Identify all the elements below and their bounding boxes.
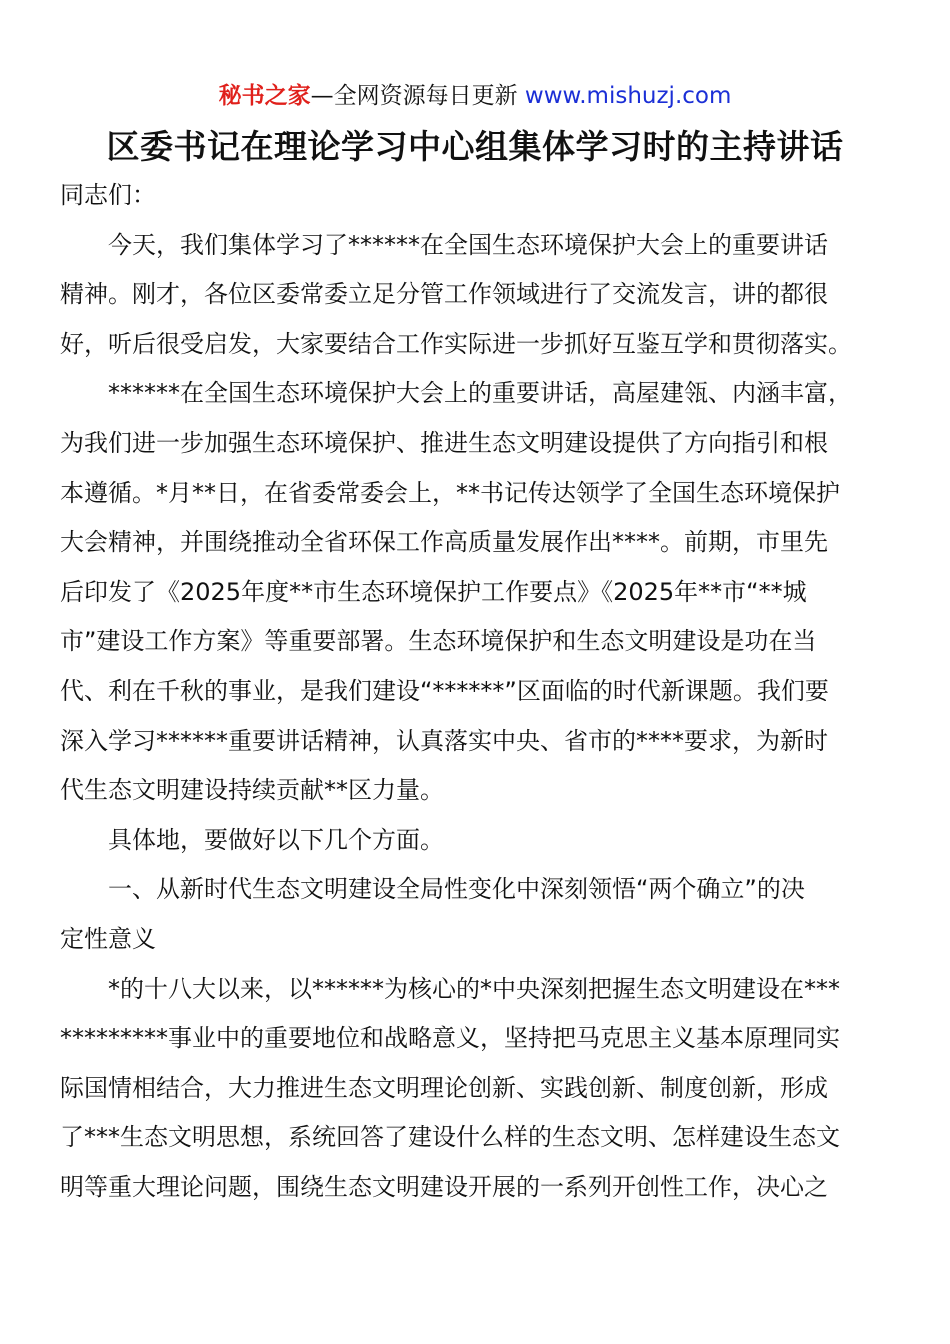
text-line: 今天，我们集体学习了******在全国生态环境保护大会上的重要讲话	[60, 230, 828, 259]
text-line: 本遵循。*月**日，在省委常委会上，**书记传达领学了全国生态环境保护	[60, 478, 840, 507]
text-line: 精神。刚才，各位区委常委立足分管工作领域进行了交流发言，讲的都很	[60, 280, 828, 309]
document-body	[60, 171, 890, 1212]
text-line: 为我们进一步加强生态环境保护、推进生态文明建设提供了方向指引和根	[60, 428, 828, 457]
site-tagline: —全网资源每日更新	[310, 83, 525, 109]
text-line: ******在全国生态环境保护大会上的重要讲话，高屋建瓴、内涵丰富，	[60, 379, 852, 408]
text-line-salutation: 同志们：	[60, 181, 156, 209]
text-line: 明等重大理论问题，围绕生态文明建设开展的一系列开创性工作，决心之	[60, 1172, 828, 1201]
section-heading-line: 定性意义	[60, 924, 156, 953]
text-line: *********事业中的重要地位和战略意义，坚持把马克思主义基本原理同实	[60, 1024, 840, 1053]
text-line: 具体地，要做好以下几个方面。	[60, 825, 444, 854]
text-line: 深入学习******重要讲话精神，认真落实中央、省市的****要求，为新时	[60, 726, 828, 755]
text-line: 代生态文明建设持续贡献**区力量。	[60, 776, 444, 805]
text-line: 大会精神，并围绕推动全省环保工作高质量发展作出****。前期，市里先	[60, 528, 828, 557]
text-line: *的十八大以来，以******为核心的*中央深刻把握生态文明建设在***	[60, 974, 840, 1003]
text-line: 后印发了《2025年度**市生态环境保护工作要点》《2025年**市“**城	[60, 577, 807, 606]
text-line: 际国情相结合，大力推进生态文明理论创新、实践创新、制度创新，形成	[60, 1073, 828, 1102]
section-heading-line: 一、从新时代生态文明建设全局性变化中深刻领悟“两个确立”的决	[60, 875, 805, 904]
text-line: 好，听后很受启发，大家要结合工作实际进一步抓好互鉴互学和贯彻落实。	[60, 329, 852, 358]
site-url-link[interactable]: www.mishuzj.com	[524, 83, 732, 109]
text-line: 了***生态文明思想，系统回答了建设什么样的生态文明、怎样建设生态文	[60, 1123, 840, 1152]
text-line: 市”建设工作方案》等重要部署。生态环境保护和生态文明建设是功在当	[60, 627, 817, 656]
site-banner	[0, 80, 950, 112]
site-brand: 秘书之家	[218, 83, 311, 109]
document-title: 区委书记在理论学习中心组集体学习时的主持讲话	[106, 127, 844, 166]
text-line: 代、利在千秋的事业，是我们建设“******”区面临的时代新课题。我们要	[60, 676, 829, 705]
